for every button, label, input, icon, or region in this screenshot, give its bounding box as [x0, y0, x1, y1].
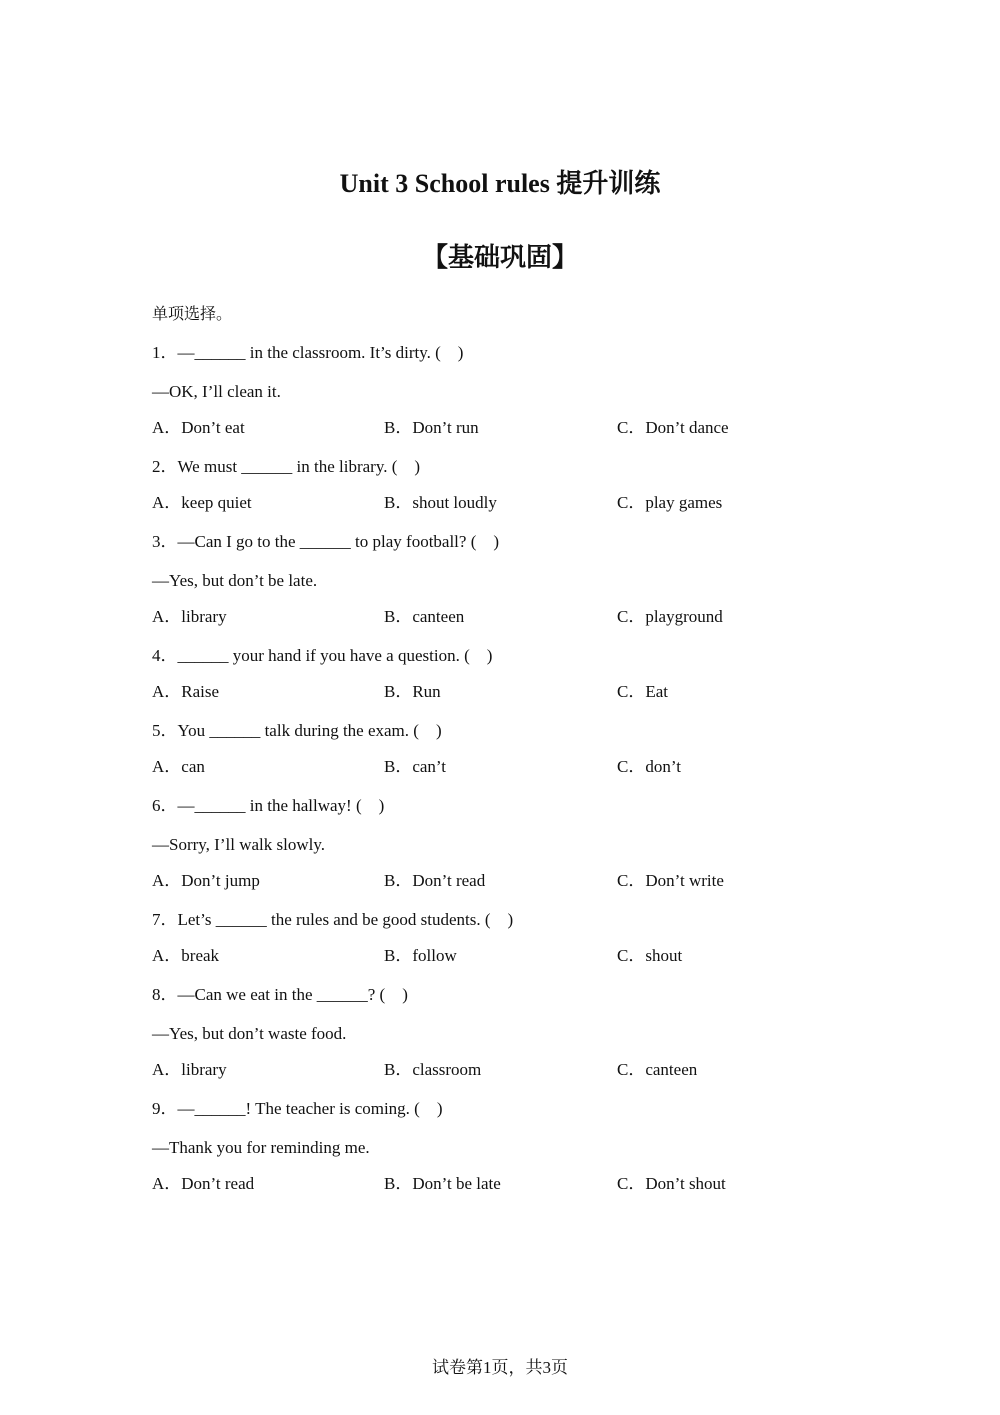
option-c: C．Don’t dance [617, 418, 729, 437]
option-b: B．follow [384, 946, 457, 965]
option-c: C．shout [617, 946, 683, 965]
option-c: C．don’t [617, 757, 681, 776]
question-text: 2．We must ______ in the library. ( ) [152, 457, 421, 476]
question-text: 4．______ your hand if you have a question. ( ) [152, 646, 493, 665]
question-text: 9．—______! The teacher is coming. ( ) [152, 1099, 443, 1118]
option-c: C．Don’t shout [617, 1174, 726, 1193]
option-a: A．can [152, 757, 205, 776]
option-b: B．canteen [384, 607, 465, 626]
option-a: A．library [152, 607, 227, 626]
option-b: B．Don’t run [384, 418, 479, 437]
option-a: A．library [152, 1060, 227, 1079]
question-list [152, 341, 852, 1211]
answer-options [152, 605, 852, 629]
question-1 [152, 341, 852, 440]
option-a: A．Raise [152, 682, 220, 701]
question-2 [152, 455, 852, 515]
option-a: A．break [152, 946, 220, 965]
option-b: B．shout loudly [384, 493, 497, 512]
option-a: A．Don’t jump [152, 871, 260, 890]
option-a: A．keep quiet [152, 493, 252, 512]
dialogue-response: —Sorry, I’ll walk slowly. [152, 835, 325, 854]
question-3 [152, 530, 852, 629]
dialogue-response: —Thank you for reminding me. [152, 1138, 370, 1157]
dialogue-response: —OK, I’ll clean it. [152, 382, 281, 401]
answer-options [152, 1172, 852, 1196]
answer-options [152, 680, 852, 704]
answer-options [152, 491, 852, 515]
answer-options [152, 944, 852, 968]
option-c: C．canteen [617, 1060, 698, 1079]
option-c: C．play games [617, 493, 723, 512]
option-b: B．Don’t read [384, 871, 486, 890]
page-footer: 试卷第1页，共3页 [432, 1358, 568, 1377]
question-text: 5．You ______ talk during the exam. ( ) [152, 721, 442, 740]
document-title: Unit 3 School rules 提升训练 [339, 169, 661, 198]
option-b: B．can’t [384, 757, 447, 776]
question-text: 8．—Can we eat in the ______? ( ) [152, 985, 408, 1004]
question-text: 1．—______ in the classroom. It’s dirty. ( ) [152, 343, 464, 362]
dialogue-response: —Yes, but don’t be late. [152, 571, 318, 590]
option-c: C．Eat [617, 682, 668, 701]
question-9 [152, 1097, 852, 1196]
question-text: 6．—______ in the hallway! ( ) [152, 796, 385, 815]
question-6 [152, 794, 852, 893]
answer-options [152, 1058, 852, 1082]
option-b: B．Run [384, 682, 441, 701]
question-text: 7．Let’s ______ the rules and be good students. ( ) [152, 910, 514, 929]
option-c: C．playground [617, 607, 723, 626]
answer-options [152, 869, 852, 893]
option-a: A．Don’t eat [152, 418, 245, 437]
question-8 [152, 983, 852, 1082]
option-a: A．Don’t read [152, 1174, 255, 1193]
option-c: C．Don’t write [617, 871, 724, 890]
answer-options [152, 755, 852, 779]
instruction-text: 单项选择。 [152, 304, 233, 323]
question-text: 3．—Can I go to the ______ to play football? ( ) [152, 532, 500, 551]
question-4 [152, 644, 852, 704]
dialogue-response: —Yes, but don’t waste food. [152, 1024, 347, 1043]
option-b: B．classroom [384, 1060, 482, 1079]
question-7 [152, 908, 852, 968]
section-heading: 【基础巩固】 [421, 243, 578, 273]
option-b: B．Don’t be late [384, 1174, 501, 1193]
answer-options [152, 416, 852, 440]
question-5 [152, 719, 852, 779]
